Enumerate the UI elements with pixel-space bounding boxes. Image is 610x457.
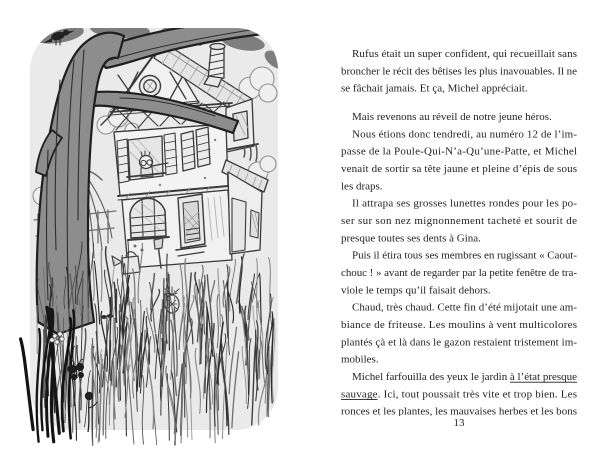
story-text-line: venait de sortir sa tête jaune et pleine d’épis de sous [341, 163, 577, 175]
story-text-line: ser sur son nez mignonnement tacheté et sourit de [341, 215, 577, 227]
story-text-line: mobiles. [341, 353, 379, 366]
page-number: 13 [453, 417, 465, 429]
window-shutter-right [164, 133, 177, 175]
story-text-line: Il attrapa ses grosses lunettes rondes pour les po- [352, 197, 577, 210]
story-text-line: biance de friteuse. Les moulins à vent multicolores [341, 318, 577, 331]
story-text-line: sauvage. Ici, tout poussait très vite et trop bien. Les [341, 388, 577, 401]
story-text-line: chouc ! » avant de regarder par la petite fenêtre de tra- [341, 267, 577, 279]
story-text-line: broncher le récit des bêtises les plus inavouables. Il ne [341, 65, 577, 78]
story-text-line: Nous étions donc tendredi, au numéro 12 de l’im- [352, 128, 577, 141]
story-text-line: Chaud, très chaud. Cette fin d’été mijotait une am- [352, 301, 577, 314]
story-text-line: Rufus était un super confident, qui recueillait sans [352, 48, 577, 60]
story-text-line: presque toutes ses dents à Gina. [341, 232, 481, 245]
story-text [336, 44, 582, 416]
story-text-line: viole le temps qu’il faisait dehors. [341, 284, 491, 297]
story-text-line: plantés çà et là dans le gazon restaient tristement im- [341, 336, 577, 349]
story-text-line: se fâchait jamais. Et ça, Michel appréciait. [341, 82, 528, 95]
story-text-line: Puis il étira tous ses membres en rugissant « Caout- [352, 249, 577, 262]
story-text-line: ronces et les plantes, les mauvaises herbes et les bons [341, 405, 577, 416]
front-door [176, 194, 206, 256]
story-text-line: Mais revenons au réveil de notre jeune héros. [352, 111, 552, 123]
story-text-line: passe de la Poule-Qui-N’a-Qu’une-Patte, et Michel [341, 145, 577, 158]
story-text-line: Michel farfouilla des yeux le jardin à l’état presque [352, 370, 577, 383]
story-text-line: les draps. [341, 180, 383, 193]
